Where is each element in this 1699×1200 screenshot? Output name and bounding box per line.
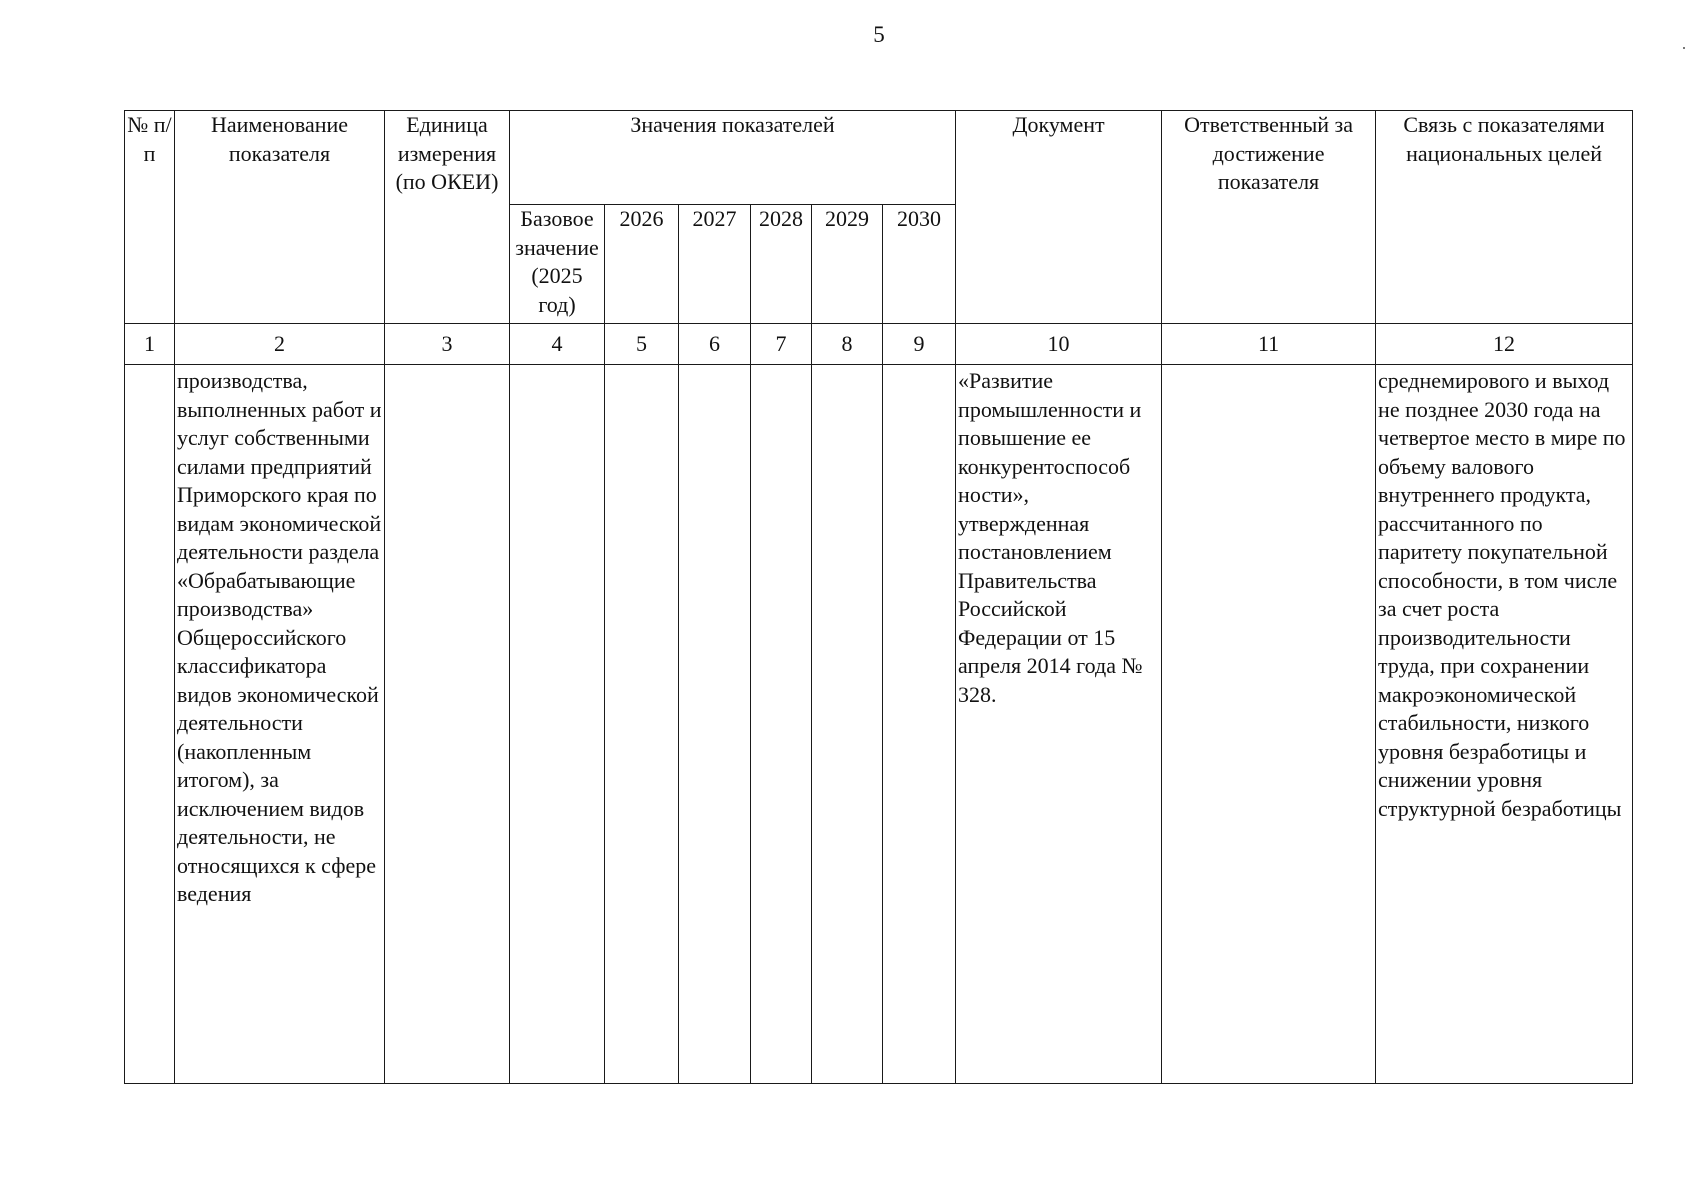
- header-unit: Единица измерения (по ОКЕИ): [385, 111, 510, 324]
- document-text: «Развитие промышленности и повышение ее конкурентоспособ ности», утвержденная постановлением Правительства Российской Федерации от 15 апреля 2014 года № 328.: [958, 368, 1143, 707]
- column-number: 1: [125, 324, 175, 365]
- scan-speck: [1683, 47, 1685, 49]
- column-number: 7: [751, 324, 812, 365]
- header-number: № п/п: [125, 111, 175, 324]
- column-number-row: [125, 324, 1633, 365]
- column-number: 9: [883, 324, 956, 365]
- header-national-goals: Связь с показателями национальных целей: [1376, 111, 1633, 324]
- header-base-value: Базовое значение (2025 год): [510, 205, 605, 324]
- column-number: 6: [679, 324, 751, 365]
- cell-number: [125, 365, 175, 1084]
- page-number: 5: [873, 22, 885, 47]
- header-responsible: Ответственный за достижение показателя: [1162, 111, 1376, 324]
- national-goals-text: среднемирового и выход не позднее 2030 года на четвертое место в мире по объему валового внутреннего продукта, рассчитанного по паритету покупательной способности, в том числе за счет роста производительности труда, при сохранении макроэкономической стабильности, низкого уровня безработицы и снижении уровня структурной безработицы: [1378, 368, 1626, 821]
- column-number: 8: [812, 324, 883, 365]
- header-year-2030: 2030: [883, 205, 956, 324]
- header-year-2026: 2026: [605, 205, 679, 324]
- cell-base-value: [510, 365, 605, 1084]
- column-number: 3: [385, 324, 510, 365]
- column-number: 2: [175, 324, 385, 365]
- header-indicator-name: Наименование показателя: [175, 111, 385, 324]
- column-number: 4: [510, 324, 605, 365]
- cell-2028: [751, 365, 812, 1084]
- cell-2026: [605, 365, 679, 1084]
- header-year-2027: 2027: [679, 205, 751, 324]
- cell-unit: [385, 365, 510, 1084]
- header-document: Документ: [956, 111, 1162, 324]
- header-year-2028: 2028: [751, 205, 812, 324]
- cell-2030: [883, 365, 956, 1084]
- header-values-group: Значения показателей: [510, 111, 956, 205]
- column-number: 5: [605, 324, 679, 365]
- header-year-2029: 2029: [812, 205, 883, 324]
- cell-indicator-name: [175, 365, 385, 1084]
- cell-responsible: [1162, 365, 1376, 1084]
- column-number: 10: [956, 324, 1162, 365]
- cell-2027: [679, 365, 751, 1084]
- table-row: [125, 365, 1633, 1084]
- header-row-top: [125, 111, 1633, 205]
- cell-2029: [812, 365, 883, 1084]
- cell-document: [956, 365, 1162, 1084]
- column-number: 11: [1162, 324, 1376, 365]
- indicators-table: [124, 110, 1633, 1084]
- indicator-name-text: производства, выполненных работ и услуг собственными силами предприятий Приморского края по видам экономической деятельности раздела «Обрабатывающие производства» Общероссийского классификатора видов экономической деятельности (накопленным итогом), за исключением видов деятельности, не относящихся к сфере ведения: [177, 368, 382, 906]
- cell-national-goals: [1376, 365, 1633, 1084]
- column-number: 12: [1376, 324, 1633, 365]
